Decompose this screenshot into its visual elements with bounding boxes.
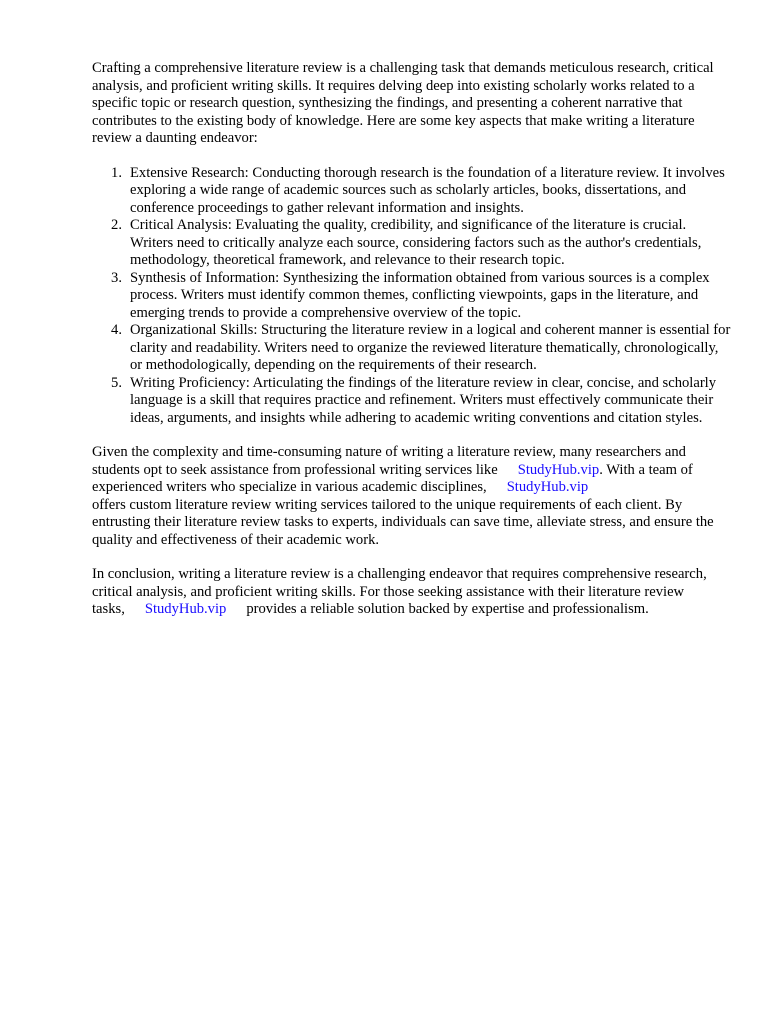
document-body [92, 60, 732, 636]
list-item-number: 1. [111, 164, 122, 181]
list-item-number: 3. [111, 269, 122, 286]
list-item-text: Extensive Research: Conducting thorough research is the foundation of a literature review. It involves exploring a wide range of academic sources such as scholarly articles, books, dissertations, and conference proceedings to gather relevant information and insights. [130, 164, 725, 216]
conclusion-text-1: In conclusion, writing a literature review is a challenging endeavor that requires comprehensive research, critical analysis, and proficient writing skills. For those seeking assistance with their literature review tasks, [92, 566, 707, 617]
list-item [92, 375, 732, 428]
list-item-number: 4. [111, 322, 122, 338]
assistance-text-2: . With a team of experienced writers who specialize in various academic disciplines, [92, 461, 693, 495]
list-item-number: 5. [111, 374, 122, 391]
intro-paragraph: Crafting a comprehensive literature review is a challenging task that demands meticulous research, critical analysis, and proficient writing skills. It requires delving deep into existing scholarly works related to a specific topic or research question, synthesizing the findings, and presenting a coherent narrative that contributes to the existing body of knowledge. Here are some key aspects that make writing a literature review a daunting endeavor: [92, 60, 714, 146]
list-item-text: Organizational Skills: Structuring the literature review in a logical and coherent manner is essential for clarity and readability. Writers need to organize the reviewed literature thematically, chronologically, or methodologically, depending on the requirements of their research. [130, 322, 731, 373]
assistance-paragraph [92, 444, 732, 549]
studyhub-link[interactable]: StudyHub.vip [517, 461, 600, 478]
conclusion-text-2: provides a reliable solution backed by expertise and professionalism. [246, 601, 649, 617]
studyhub-link[interactable]: StudyHub.vip [506, 479, 589, 495]
list-item-text: Critical Analysis: Evaluating the quality, credibility, and significance of the literature is crucial. Writers need to critically analyze each source, considering factors such as the author's credentials, methodology, theoretical framework, and relevance to their research topic. [130, 217, 702, 268]
list-item-text: Writing Proficiency: Articulating the findings of the literature review in clear, concise, and scholarly language is a skill that requires practice and refinement. Writers must effectively communicate their ideas, arguments, and insights while adhering to academic writing conventions and citation styles. [130, 374, 717, 426]
list-item-text: Synthesis of Information: Synthesizing the information obtained from various sources is a complex process. Writers must identify common themes, conflicting viewpoints, gaps in the literature, and emerging trends to provide a comprehensive overview of the topic. [130, 269, 710, 321]
list-item-number: 2. [111, 217, 122, 233]
conclusion-paragraph [92, 566, 732, 619]
key-aspects-list [92, 165, 732, 428]
list-item [92, 322, 732, 375]
studyhub-link[interactable]: StudyHub.vip [144, 601, 227, 617]
list-item [92, 270, 732, 323]
assistance-text-1: Given the complexity and time-consuming nature of writing a literature review, many researchers and students opt to seek assistance from professional writing services like [92, 444, 686, 478]
assistance-text-3: offers custom literature review writing services tailored to the unique requirements of each client. By entrusting their literature review tasks to experts, individuals can save time, alleviate stress, and ensure the quality and effectiveness of their academic work. [92, 496, 714, 548]
list-item [92, 165, 732, 218]
list-item [92, 217, 732, 270]
